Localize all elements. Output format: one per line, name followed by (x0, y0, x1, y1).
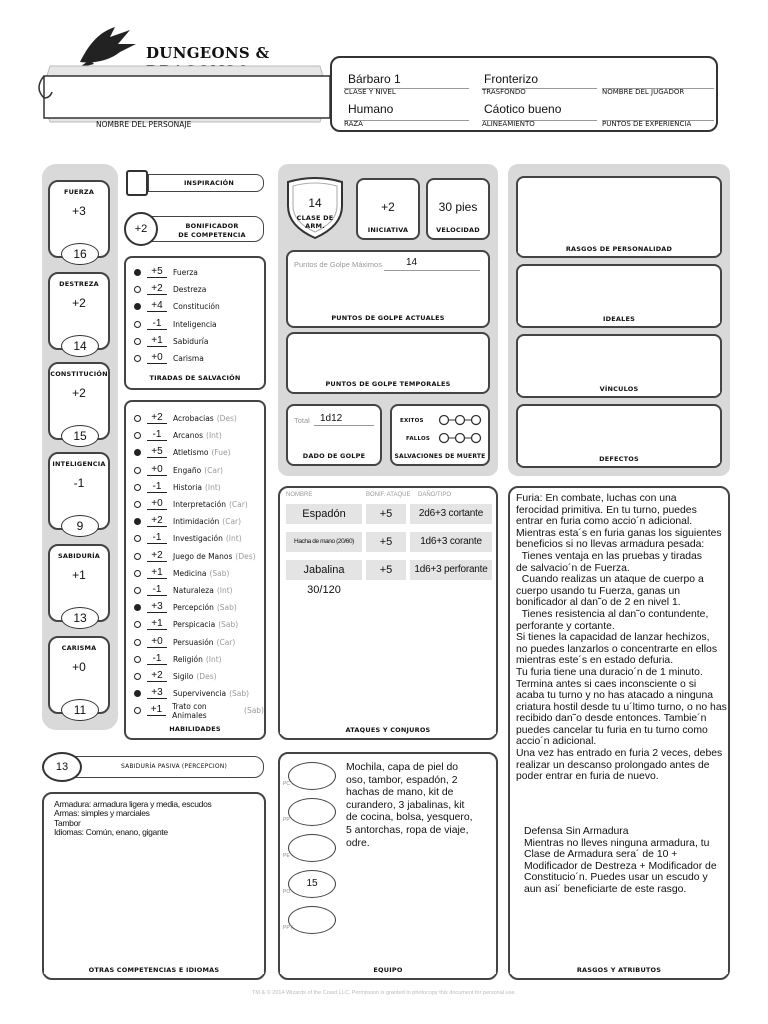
skill-row[interactable] (134, 651, 264, 668)
passive-label: SABIDURÍA PASIVA (PERCEPCION) (120, 763, 228, 770)
skill-row[interactable] (134, 685, 264, 702)
skill-ability: (Des) (216, 414, 237, 424)
saving-throw-value[interactable]: +5 (147, 267, 167, 278)
header-info-box (330, 56, 718, 132)
proficiency-dot[interactable] (134, 621, 141, 628)
equipment-line: oso, tambor, espadón, 2 (346, 774, 458, 786)
skill-ability: (Car) (222, 517, 242, 527)
proficiency-line: Armadura: armadura ligera y media, escudos (54, 799, 212, 809)
attacks-spells (278, 486, 498, 740)
proficiency-dot[interactable] (134, 707, 141, 714)
skill-name: Arcanos (173, 431, 204, 441)
skill-row[interactable] (134, 565, 264, 582)
feature-line: Furia: En combate, luchas con una (516, 493, 677, 504)
skill-ability: (Int) (204, 482, 221, 492)
footer-copyright: TM & © 2014 Wizards of the Coast LLC. Permission is granted to photocopy this document for personal use. (252, 990, 516, 996)
saving-throw-value[interactable]: +1 (147, 336, 167, 347)
attack-col-bonus: BONIF. ATAQUE (366, 492, 411, 498)
speed-label: VELOCIDAD (436, 226, 480, 234)
attack-bonus[interactable]: +5 (366, 504, 406, 524)
proficiency-value[interactable]: +2 (124, 212, 158, 246)
proficiency-dot[interactable] (134, 355, 141, 362)
passive-perception (42, 752, 266, 782)
feature-line: cuerpo usando tu Fuerza, ganas un (516, 585, 681, 597)
skill-name: Intimidación (173, 517, 220, 527)
skill-name: Religión (173, 654, 203, 664)
skill-name: Acrobacias (173, 414, 214, 424)
proficiency-bonus (124, 212, 266, 246)
skill-ability: (Sab) (209, 568, 230, 578)
feature-line: no puedes lanzarlos o concentrarte en ellos (516, 643, 718, 655)
experience-label: PUNTOS DE EXPERIENCIA (602, 120, 692, 128)
coin-label: PPT (283, 925, 293, 931)
attack-row[interactable] (286, 560, 492, 596)
feature-line: Modificador de Destreza + Modificador de (524, 860, 717, 872)
skill-row[interactable] (134, 462, 264, 479)
skill-value[interactable]: +1 (147, 619, 167, 630)
skill-value[interactable]: +2 (147, 413, 167, 424)
other-proficiencies[interactable] (42, 792, 266, 980)
equipment-line: hachas de mano, kit de (346, 787, 454, 799)
skill-name: Percepción (173, 603, 214, 613)
skill-ability: (Sab) (218, 620, 239, 630)
skill-name: Engaño (173, 465, 202, 475)
proficiency-dot[interactable] (134, 553, 141, 560)
speed[interactable] (426, 178, 490, 240)
skill-row[interactable] (134, 582, 264, 599)
death-saves (390, 404, 490, 466)
proficiency-dot[interactable] (134, 303, 141, 310)
skill-row[interactable] (134, 616, 264, 633)
death-success-label: EXITOS (400, 418, 424, 424)
hp-current-label: PUNTOS DE GOLPE ACTUALES (331, 314, 445, 322)
equipment-line: 5 antorchas, ropa de viaje, (346, 824, 469, 836)
hp-temp-label: PUNTOS DE GOLPE TEMPORALES (325, 380, 451, 388)
flaws-label: DEFECTOS (518, 455, 720, 463)
saving-throw-name: Carisma (173, 354, 204, 364)
feature-line: Mientras no lleves ninguna armadura, tu (524, 837, 710, 849)
proficiency-dot[interactable] (134, 570, 141, 577)
ideals-label: IDEALES (518, 315, 720, 323)
skill-name: Juego de Manos (173, 551, 233, 561)
proficiency-dot[interactable] (134, 321, 141, 328)
coin-ppt[interactable] (283, 906, 336, 934)
ability-score[interactable]: 13 (61, 607, 99, 629)
abilities-column (42, 164, 118, 730)
coin-po[interactable] (283, 870, 336, 898)
skill-row[interactable] (134, 444, 264, 461)
proficiency-dot[interactable] (134, 338, 141, 345)
hit-dice[interactable] (286, 404, 382, 466)
proficiency-dot[interactable] (134, 286, 141, 293)
skill-row[interactable] (134, 548, 264, 565)
proficiency-dot[interactable] (134, 415, 141, 422)
attack-damage[interactable]: 1d6+3 corante (410, 532, 492, 552)
ability-intelligence[interactable] (48, 452, 110, 533)
feature-line: Una vez has entrado en furia 2 veces, debes (516, 748, 723, 760)
feature-line: Termina antes si caes inconsciente o si (516, 678, 697, 690)
death-saves-label: SALVACIONES DE MUERTE (394, 453, 486, 460)
ability-charisma[interactable] (48, 636, 110, 717)
ability-score[interactable]: 9 (61, 515, 99, 537)
class-level-label: CLASE Y NIVEL (344, 88, 396, 96)
skill-row[interactable] (134, 530, 264, 547)
saving-throws-title: TIRADAS DE SALVACIÓN (149, 374, 241, 382)
coin-value[interactable]: 15 (306, 878, 318, 889)
coin-pe[interactable] (283, 834, 336, 862)
skills-title: HABILIDADES (169, 725, 221, 733)
background-label: TRASFONDO (482, 88, 526, 96)
ability-modifier: +1 (72, 568, 86, 582)
ability-score[interactable]: 15 (61, 425, 99, 447)
equipment-line: odre. (346, 837, 370, 849)
skill-ability: (Car) (228, 500, 248, 510)
feature-line: Tienes ventaja en las pruebas y tiradas (516, 550, 702, 562)
skill-ability: (Fue) (211, 448, 231, 458)
proficiency-dot[interactable] (134, 449, 141, 456)
header-banner (30, 58, 330, 130)
skill-ability: (Des) (235, 551, 256, 561)
skill-ability: (Sab) (244, 706, 264, 716)
initiative[interactable] (356, 178, 420, 240)
skill-value[interactable]: +2 (147, 516, 167, 527)
attack-col-name: NOMBRE (286, 492, 313, 498)
ability-name: CONSTITUCIÓN (50, 370, 108, 378)
skill-name: Investigación (173, 534, 223, 544)
proficiency-dot[interactable] (134, 484, 141, 491)
personality-traits-label: RASGOS DE PERSONALIDAD (518, 245, 720, 253)
skill-name: Interpretación (173, 500, 226, 510)
skill-ability: (Sab) (229, 689, 250, 699)
saving-throw-value[interactable]: -1 (147, 319, 167, 330)
hit-dice-label: DADO DE GOLPE (302, 452, 366, 460)
feature-line: ferocidad primitiva. En tu turno, puedes (516, 504, 697, 516)
equipment[interactable] (278, 752, 498, 980)
skill-value[interactable]: +3 (147, 602, 167, 613)
proficiency-line: Tambor (54, 817, 81, 828)
proficiency-dot[interactable] (134, 432, 141, 439)
coin-label: PC (283, 781, 290, 787)
skill-row[interactable] (134, 668, 264, 685)
inspiration (124, 170, 266, 198)
hit-points-current[interactable] (286, 250, 490, 328)
attack-bonus[interactable]: +5 (366, 560, 406, 580)
armor-class-label-1: CLASE DE (296, 214, 334, 222)
attack-damage[interactable]: 2d6+3 cortante (410, 504, 492, 524)
race-label: RAZA (344, 120, 363, 128)
saving-throw-name: Inteligencia (173, 319, 217, 329)
character-name-label: NOMBRE DEL PERSONAJE (96, 120, 192, 129)
bonds-label: VÍNCULOS (518, 385, 720, 393)
proficiency-dot[interactable] (134, 518, 141, 525)
ability-dexterity[interactable] (48, 272, 110, 353)
ability-modifier: +0 (72, 660, 86, 674)
bonds[interactable] (516, 334, 722, 398)
ability-score[interactable]: 16 (61, 243, 99, 265)
feature-line: Tienes resistencia al dan˜o contundente, (516, 608, 709, 620)
saving-throw-value[interactable]: +2 (147, 284, 167, 295)
skill-ability: (Car) (216, 637, 236, 647)
feature-line: poder entrar en furia de nuevo. (516, 771, 659, 783)
feature-line: Cuando realizas un ataque de cuerpo a (516, 574, 704, 586)
initiative-label: INICIATIVA (367, 226, 409, 234)
feature-line: acaba tu turno y no has atacado a ninguna (516, 690, 713, 702)
feature-line: entrar en furia como accio´n adicional. (516, 516, 693, 528)
features-traits[interactable] (508, 486, 730, 980)
background-value[interactable]: Fronterizo (484, 72, 539, 86)
feature-line: mientras este´s en estado defuria. (516, 655, 674, 667)
proficiency-label-1: BONIFICADOR (185, 222, 239, 230)
skill-value[interactable]: +2 (147, 551, 167, 562)
skill-ability: (Sab) (216, 603, 237, 613)
skill-name: Trato con Animales (172, 701, 207, 720)
ability-modifier: +2 (72, 386, 86, 400)
feature-line: accio´n adicional. (516, 736, 597, 748)
coin-label: PE (283, 853, 290, 859)
armor-class-label-2: ARM. (305, 222, 325, 230)
skill-ability: (Car) (204, 465, 223, 475)
hit-dice-total-label: Total (294, 416, 310, 425)
race-value[interactable]: Humano (348, 102, 394, 116)
proficiency-dot[interactable] (134, 604, 141, 611)
skill-row[interactable] (134, 496, 264, 513)
feature-line: perforante y cortante. (516, 620, 615, 632)
personality-traits[interactable] (516, 176, 722, 258)
saving-throw-value[interactable]: +4 (147, 301, 167, 312)
ability-wisdom[interactable] (48, 544, 110, 625)
attack-row[interactable] (286, 504, 492, 524)
skill-name: Persuasión (173, 637, 214, 647)
proficiency-dot[interactable] (134, 639, 141, 646)
skill-row[interactable] (134, 633, 264, 650)
ability-modifier: +2 (72, 296, 86, 310)
saving-throw-name: Destreza (173, 285, 207, 295)
hp-max-value[interactable]: 14 (406, 257, 418, 268)
proficiency-dot[interactable] (134, 690, 141, 697)
alignment-label: ALINEAMIENTO (482, 120, 535, 128)
ability-modifier: +3 (72, 204, 86, 218)
saving-throw-row[interactable] (134, 350, 264, 367)
initiative-value: +2 (381, 200, 395, 214)
attack-name[interactable]: Espadón (286, 504, 362, 524)
feature-line: recibido dan˜o desde entonces. Tambie´n (516, 713, 707, 725)
saving-throw-name: Sabiduría (173, 336, 209, 346)
ideals[interactable] (516, 264, 722, 328)
feature-line: beneficios si no llevas armadura pesada: (516, 539, 705, 551)
equipment-line: curandero, 3 jabalinas, kit (346, 799, 465, 811)
skill-ability: (Int) (216, 585, 233, 595)
class-level-value[interactable]: Bárbaro 1 (348, 72, 401, 86)
feature-line: aun asi´ beneficiarte de este rasgo. (524, 883, 687, 895)
saving-throw-name: Constitución (173, 302, 220, 312)
attack-name[interactable]: Hacha de mano (20/60) (286, 532, 362, 552)
proficiency-dot[interactable] (134, 467, 141, 474)
saving-throw-row[interactable] (134, 281, 264, 298)
logo-text: DUNGEONS & (146, 44, 270, 62)
feature-line: puedes cancelar tu furia en tu turno como (516, 724, 708, 736)
skill-row[interactable] (134, 702, 264, 719)
ability-name: CARISMA (61, 644, 97, 652)
skill-row[interactable] (134, 479, 264, 496)
skill-name: Historia (173, 482, 202, 492)
armor-class-value: 14 (308, 196, 322, 210)
feature-line: Defensa Sin Armadura (524, 826, 629, 837)
feature-line: criatura hostil desde tu u´ltimo turno, o no has (516, 701, 727, 713)
hp-max-label: Puntos de Golpe Máximos (294, 260, 382, 269)
proficiency-dot[interactable] (134, 269, 141, 276)
proficiencies-title: OTRAS COMPETENCIAS E IDIOMAS (44, 966, 264, 974)
ability-name: SABIDURÍA (57, 552, 100, 560)
saving-throw-name: Fuerza (173, 268, 198, 278)
ability-name: DESTREZA (59, 280, 99, 288)
coin-label: PO (283, 889, 291, 895)
skill-value[interactable]: -1 (147, 482, 167, 493)
skill-ability: (Int) (205, 654, 222, 664)
saving-throw-row[interactable] (134, 264, 264, 281)
skill-name: Sigilo (173, 671, 194, 681)
attack-row[interactable] (286, 532, 492, 552)
saving-throw-row[interactable] (134, 298, 264, 315)
feature-line: Tu furia tiene una duracio´n de 1 minuto. (516, 666, 703, 678)
armor-class[interactable] (284, 176, 346, 240)
skill-row[interactable] (134, 599, 264, 616)
proficiency-dot[interactable] (134, 673, 141, 680)
proficiency-label-2: DE COMPETENCIA (178, 231, 246, 239)
skill-value[interactable]: -1 (147, 585, 167, 596)
saving-throw-value[interactable]: +0 (147, 353, 167, 364)
proficiency-dot[interactable] (134, 501, 141, 508)
skill-value[interactable]: +1 (147, 568, 167, 579)
attack-bonus[interactable]: +5 (366, 532, 406, 552)
saving-throw-row[interactable] (134, 316, 264, 333)
proficiency-dot[interactable] (134, 535, 141, 542)
flaws[interactable] (516, 404, 722, 468)
attack-name[interactable]: Jabalina 30/120 (286, 560, 362, 580)
skill-value[interactable]: -1 (147, 654, 167, 665)
attack-damage[interactable]: 1d6+3 perforante (410, 560, 492, 580)
skills (124, 400, 266, 740)
feature-line: Si tienes la capacidad de lanzar hechizos, (516, 632, 710, 644)
death-fail-circles[interactable] (438, 432, 482, 444)
proficiency-line: Armas: simples y marciales (54, 808, 150, 819)
skill-value[interactable]: +5 (147, 447, 167, 458)
skill-name: Medicina (173, 568, 207, 578)
feature-line: Clase de Armadura sera´ de 10 + (524, 849, 678, 861)
skill-row[interactable] (134, 427, 264, 444)
skill-ability: (Int) (225, 534, 242, 544)
passive-value[interactable]: 13 (42, 752, 82, 782)
saving-throws (124, 256, 266, 390)
skill-value[interactable]: +0 (147, 637, 167, 648)
feature-line: Constitucio´n. Puedes usar un escudo y (524, 872, 708, 884)
skill-name: Perspicacia (173, 620, 216, 630)
alignment-value[interactable]: Cáotico bueno (484, 102, 562, 116)
ability-modifier: -1 (73, 476, 85, 490)
proficiency-dot[interactable] (134, 656, 141, 663)
skill-name: Atletismo (173, 448, 209, 458)
ability-score[interactable]: 14 (61, 335, 99, 357)
speed-value: 30 pies (438, 200, 478, 214)
feature-line: de salvacio´n de Fuerza. (516, 562, 630, 574)
skill-value[interactable]: +0 (147, 499, 167, 510)
skill-name: Supervivencia (173, 689, 227, 699)
attacks-title: ATAQUES Y CONJUROS (280, 726, 496, 734)
proficiency-dot[interactable] (134, 587, 141, 594)
death-success-circles[interactable] (438, 414, 482, 426)
coin-label: PP (283, 817, 290, 823)
ability-name: FUERZA (63, 188, 95, 196)
skill-value[interactable]: +2 (147, 671, 167, 682)
ability-strength[interactable] (48, 180, 110, 261)
equipment-title: EQUIPO (280, 966, 496, 974)
features-title: RASGOS Y ATRIBUTOS (510, 966, 728, 974)
skill-ability: (Des) (196, 671, 217, 681)
hit-points-temporary[interactable] (286, 332, 490, 394)
skill-name: Naturaleza (173, 585, 214, 595)
saving-throw-row[interactable] (134, 333, 264, 350)
ability-constitution[interactable] (48, 362, 110, 443)
equipment-line: de cocina, bolsa, yesquero, (346, 812, 473, 824)
player-name-label: NOMBRE DEL JUGADOR (602, 88, 685, 96)
coin-pp[interactable] (283, 798, 336, 826)
coin-pc[interactable] (283, 762, 336, 790)
skill-value[interactable]: +1 (147, 705, 166, 716)
hit-dice-total-value[interactable]: 1d12 (320, 413, 343, 424)
skill-ability: (Int) (206, 431, 222, 441)
ability-score[interactable]: 11 (61, 699, 99, 721)
proficiency-line: Idiomas: Común, enano, gigante (54, 827, 168, 838)
skill-row[interactable] (134, 410, 264, 427)
equipment-line: Mochila, capa de piel do (346, 762, 459, 773)
skill-value[interactable]: +0 (147, 465, 167, 476)
ability-name: INTELIGENCIA (52, 460, 106, 468)
feature-line: Mientras esta´s en furia ganas los siguientes (516, 527, 722, 539)
inspiration-label: INSPIRACIÓN (183, 179, 235, 187)
skill-value[interactable]: +3 (147, 688, 167, 699)
death-fail-label: FALLOS (406, 436, 431, 442)
skill-value[interactable]: -1 (147, 430, 167, 441)
feature-line: realizar un descanso prolongado antes de (516, 759, 710, 771)
inspiration-checkbox[interactable] (126, 170, 148, 196)
feature-line: bonificador al dan˜o de 2 en nivel 1. (516, 597, 681, 609)
skill-row[interactable] (134, 513, 264, 530)
attack-col-damage: DAÑO/TIPO (418, 492, 452, 498)
skill-value[interactable]: -1 (147, 533, 167, 544)
